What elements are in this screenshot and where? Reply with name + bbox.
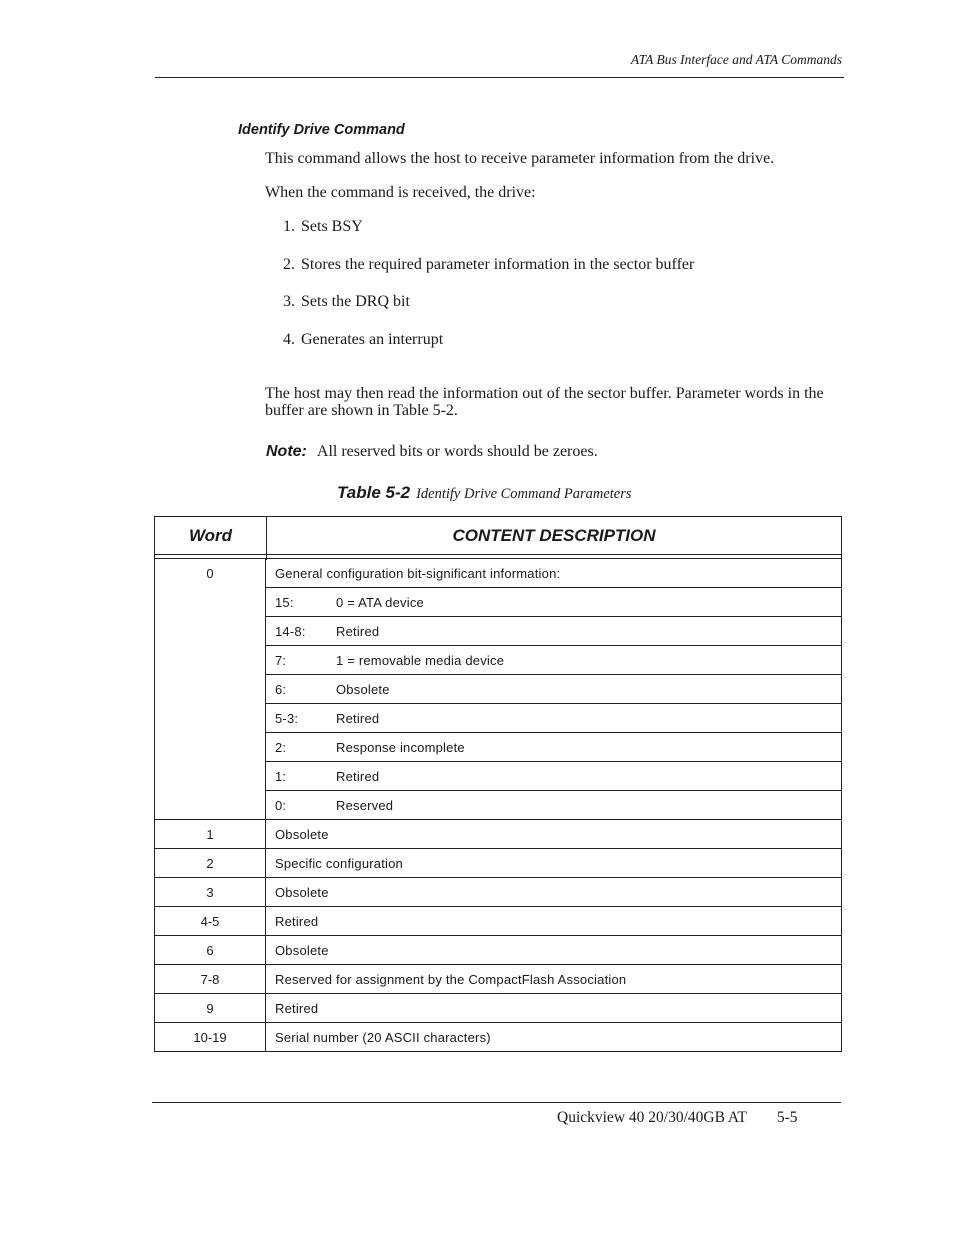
description-text: Retired [336, 769, 380, 784]
column-header-description: CONTENT DESCRIPTION [452, 526, 656, 545]
description-text: Retired [336, 624, 380, 639]
page-number: 5-5 [776, 1109, 798, 1126]
description-text: 0 = ATA device [336, 595, 424, 610]
description-text: General configuration bit-significant information: [275, 566, 561, 581]
word-cell: 9 [155, 994, 266, 1022]
description-line [266, 936, 841, 964]
description-cell [266, 994, 841, 1022]
word-cell: 10-19 [155, 1023, 266, 1051]
description-cell [266, 559, 841, 819]
note [266, 443, 598, 461]
description-cell [266, 878, 841, 906]
step-number: 3. [283, 293, 295, 310]
description-text: Response incomplete [336, 740, 465, 755]
step-text: Sets the DRQ bit [301, 293, 410, 310]
table-row [154, 964, 842, 994]
table-header-row [154, 516, 842, 554]
table-row [154, 819, 842, 849]
description-text: Serial number (20 ASCII characters) [275, 1030, 491, 1045]
table-row [154, 993, 842, 1023]
description-line [266, 849, 841, 877]
footer-rule [152, 1102, 841, 1103]
step-item [283, 218, 363, 236]
description-cell [266, 1023, 841, 1051]
description-cell [266, 936, 841, 964]
header-double-rule [154, 554, 842, 559]
description-cell [266, 965, 841, 993]
running-header: ATA Bus Interface and ATA Commands [630, 52, 842, 67]
description-text: Retired [275, 914, 319, 929]
description-text: 1 = removable media device [336, 653, 505, 668]
description-line [266, 994, 841, 1022]
table-row [154, 1022, 842, 1052]
table-caption-title: Identify Drive Command Parameters [416, 486, 632, 502]
description-text: Obsolete [275, 827, 329, 842]
description-line [266, 1023, 841, 1051]
description-line [266, 820, 841, 848]
lead-paragraph: When the command is received, the drive: [265, 184, 536, 201]
step-number: 4. [283, 331, 295, 348]
table-row [154, 935, 842, 965]
footer-product: Quickview 40 20/30/40GB AT [557, 1109, 747, 1126]
description-line [266, 761, 841, 790]
step-number: 2. [283, 256, 295, 273]
word-cell: 1 [155, 820, 266, 848]
bit-label: 14-8: [275, 624, 306, 639]
note-label: Note: [266, 443, 307, 460]
description-cell [266, 907, 841, 935]
description-text: Obsolete [275, 943, 329, 958]
table-row [154, 558, 842, 820]
step-item [283, 331, 443, 349]
column-header-word: Word [188, 526, 233, 545]
description-text: Retired [275, 1001, 319, 1016]
table-row [154, 877, 842, 907]
word-cell: 4-5 [155, 907, 266, 935]
word-cell: 6 [155, 936, 266, 964]
step-text: Sets BSY [301, 218, 363, 235]
intro-paragraph: This command allows the host to receive parameter information from the drive. [265, 150, 775, 167]
bit-label: 15: [275, 595, 294, 610]
note-text: All reserved bits or words should be zeroes. [316, 443, 598, 460]
description-text: Specific configuration [275, 856, 403, 871]
description-line [266, 907, 841, 935]
description-cell [266, 820, 841, 848]
bit-label: 7: [275, 653, 287, 668]
description-text: Reserved [336, 798, 394, 813]
description-text: Reserved for assignment by the CompactFlash Association [275, 972, 627, 987]
description-line [266, 732, 841, 761]
table-body [154, 558, 842, 1052]
description-text: Obsolete [275, 885, 329, 900]
description-line [266, 616, 841, 645]
bit-label: 0: [275, 798, 287, 813]
table-caption-label: Table 5-2 [337, 483, 411, 502]
step-number: 1. [283, 218, 295, 235]
description-line [266, 587, 841, 616]
description-line [266, 790, 841, 819]
step-text: Generates an interrupt [301, 331, 444, 348]
description-line [266, 878, 841, 906]
description-line [266, 703, 841, 732]
step-item [283, 293, 410, 311]
bit-label: 6: [275, 682, 287, 697]
description-line [266, 645, 841, 674]
word-cell: 3 [155, 878, 266, 906]
step-item [283, 256, 694, 274]
description-line [266, 674, 841, 703]
bit-label: 1: [275, 769, 287, 784]
word-cell: 7-8 [155, 965, 266, 993]
step-text: Stores the required parameter information in the sector buffer [301, 256, 695, 273]
description-line [266, 559, 841, 587]
description-text: Obsolete [336, 682, 390, 697]
bit-label: 5-3: [275, 711, 299, 726]
section-title: Identify Drive Command [238, 122, 405, 138]
description-line [266, 965, 841, 993]
header-rule [155, 77, 844, 78]
table-row [154, 906, 842, 936]
bit-label: 2: [275, 740, 287, 755]
word-cell: 0 [155, 559, 266, 819]
table-row [154, 848, 842, 878]
after-paragraph: The host may then read the information out of the sector buffer. Parameter words in the buffer are shown in Table 5-2. [265, 385, 824, 419]
table-caption [337, 483, 632, 503]
word-cell: 2 [155, 849, 266, 877]
description-text: Retired [336, 711, 380, 726]
description-cell [266, 849, 841, 877]
parameters-table [154, 516, 842, 1052]
footer [557, 1109, 798, 1127]
